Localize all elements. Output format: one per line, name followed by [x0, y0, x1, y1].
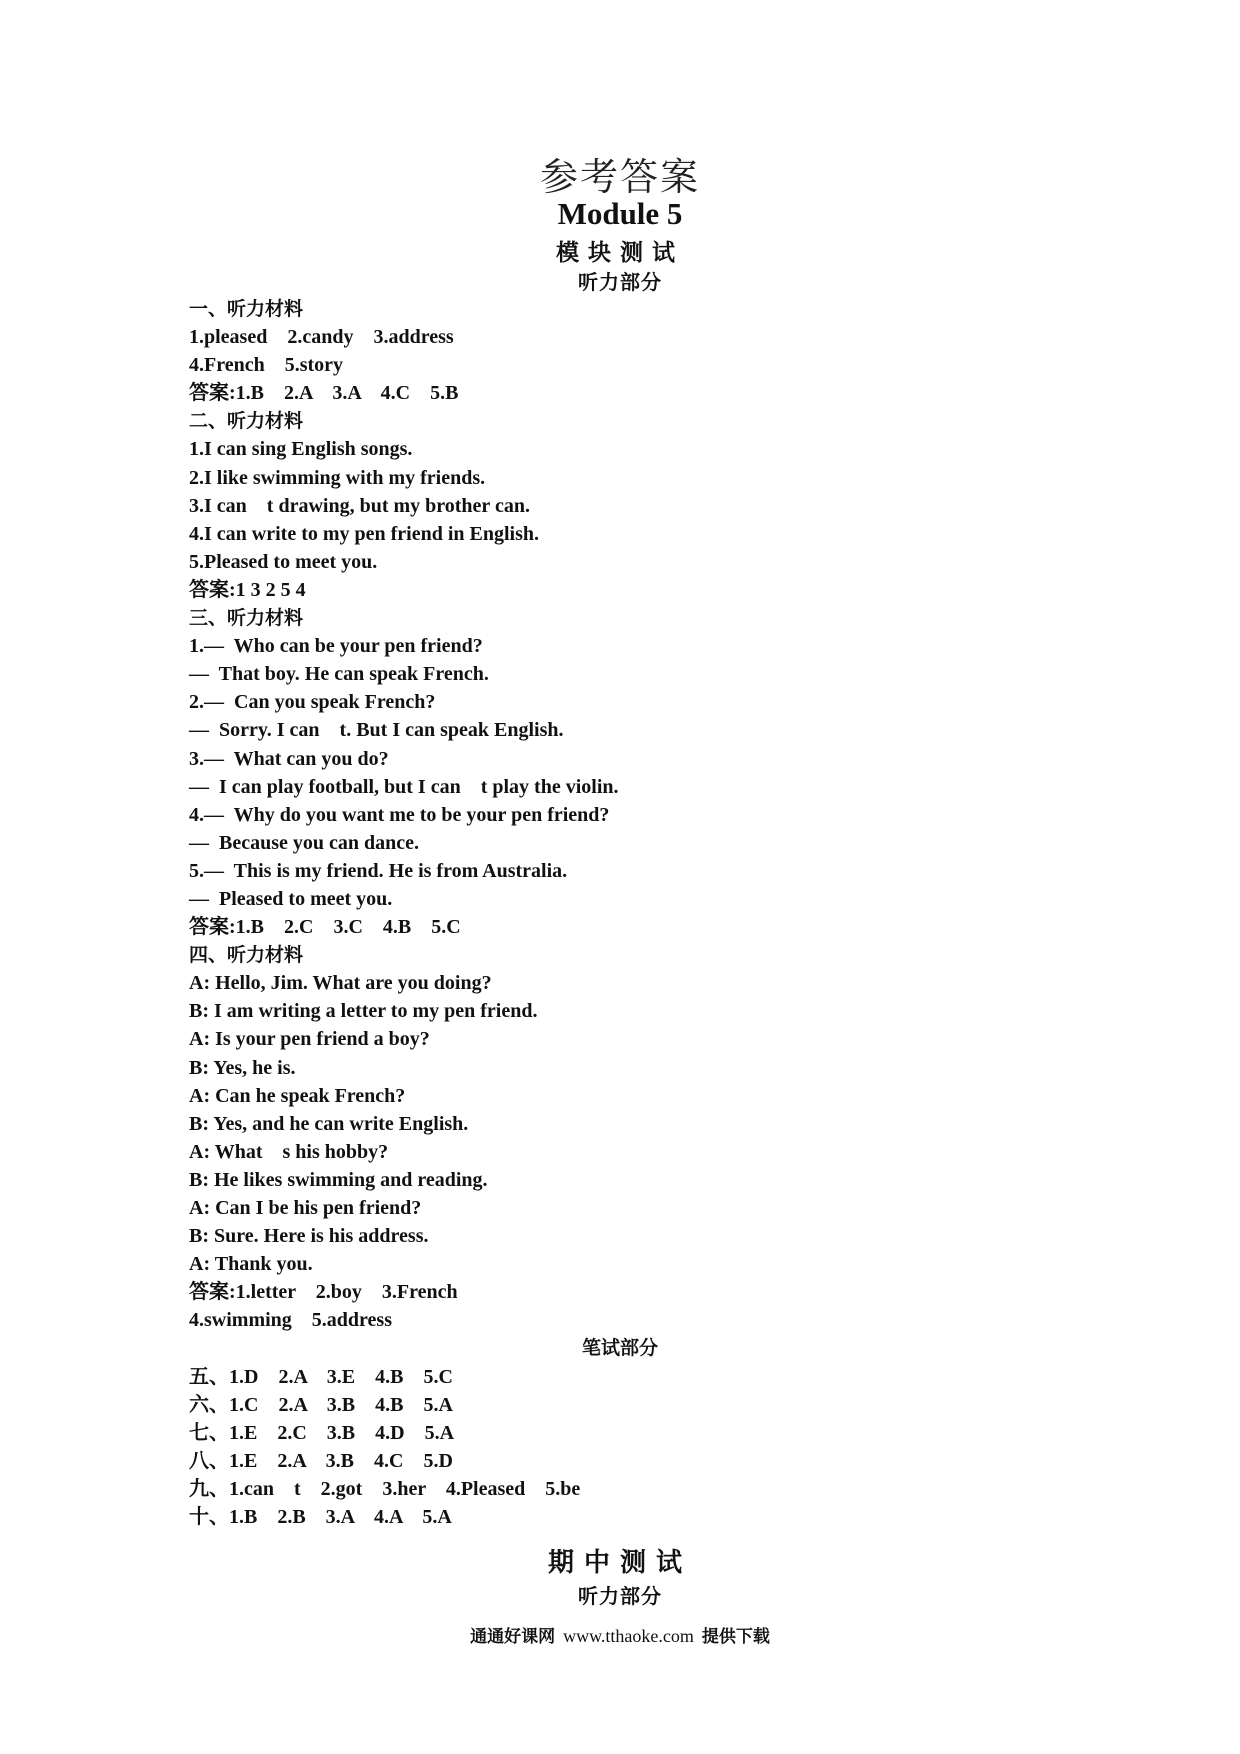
answer-line: — I can play football, but I can t play the violin.	[189, 775, 619, 798]
answer-line: — Sorry. I can t. But I can speak English.	[189, 719, 564, 742]
answer-line: 4.French 5.story	[189, 354, 344, 377]
answer-line: — Because you can dance.	[189, 831, 419, 854]
answer-line: 1.pleased 2.candy 3.address	[189, 326, 454, 349]
answer-line: 3.— What can you do?	[189, 747, 389, 770]
answer-line: 答案:1.letter 2.boy 3.French	[189, 1281, 458, 1304]
answer-line: 5.— This is my friend. He is from Australia.	[189, 859, 568, 882]
module-title: Module 5	[557, 196, 683, 231]
answer-line: 5.Pleased to meet you.	[189, 550, 378, 573]
answer-line: B: I am writing a letter to my pen friend.	[189, 1000, 538, 1023]
answer-line: 2.I like swimming with my friends.	[189, 466, 486, 489]
page-title: 参考答案	[539, 155, 700, 199]
answer-line: 答案:1 3 2 5 4	[189, 578, 306, 601]
answer-line: 七、1.E 2.C 3.B 4.D 5.A	[189, 1421, 455, 1444]
answer-line: 答案:1.B 2.A 3.A 4.C 5.B	[189, 382, 459, 405]
answer-line: B: Sure. Here is his address.	[189, 1225, 429, 1248]
answer-line: A: What s his hobby?	[189, 1140, 389, 1163]
answer-line: 2.— Can you speak French?	[189, 691, 436, 714]
answer-line: 十、1.B 2.B 3.A 4.A 5.A	[189, 1506, 452, 1529]
section-heading: 二、听力材料	[189, 410, 304, 433]
answer-line: — Pleased to meet you.	[189, 887, 393, 910]
answer-line: — That boy. He can speak French.	[189, 663, 489, 686]
answer-line: 4.swimming 5.address	[189, 1309, 392, 1332]
section-heading: 一、听力材料	[189, 298, 304, 320]
answer-line: 答案:1.B 2.C 3.C 4.B 5.C	[189, 916, 461, 939]
footer-site-name: 通通好课网	[470, 1627, 556, 1647]
listening-section-heading: 听力部分	[578, 270, 662, 294]
answer-line: B: Yes, he is.	[189, 1056, 296, 1079]
answer-line: 1.I can sing English songs.	[189, 438, 413, 461]
answer-line: 八、1.E 2.A 3.B 4.C 5.D	[189, 1449, 453, 1472]
answer-line: A: Hello, Jim. What are you doing?	[189, 972, 492, 995]
answer-line: 3.I can t drawing, but my brother can.	[189, 494, 530, 517]
written-section-heading: 笔试部分	[581, 1337, 658, 1360]
answer-line: 九、1.can t 2.got 3.her 4.Pleased 5.be	[189, 1477, 581, 1500]
answer-line: 1.— Who can be your pen friend?	[189, 635, 483, 658]
answer-line: 4.— Why do you want me to be your pen friend?	[189, 803, 610, 826]
module-test-heading: 模块测试	[556, 239, 684, 266]
answer-line: B: He likes swimming and reading.	[189, 1168, 488, 1191]
answer-line: A: Can I be his pen friend?	[189, 1197, 422, 1219]
answer-line: 六、1.C 2.A 3.B 4.B 5.A	[189, 1393, 453, 1416]
answer-line: 五、1.D 2.A 3.E 4.B 5.C	[189, 1365, 453, 1388]
footer-download-text: 提供下载	[701, 1627, 770, 1647]
answer-line: A: Is your pen friend a boy?	[189, 1028, 430, 1051]
footer-url: www.tthaoke.com	[563, 1626, 694, 1646]
section-heading: 四、听力材料	[189, 944, 304, 967]
midterm-heading: 期中测试	[547, 1548, 692, 1578]
answer-lines	[189, 295, 1089, 1531]
page-footer	[0, 1622, 1240, 1647]
answer-line: A: Can he speak French?	[189, 1084, 406, 1107]
answer-line: 4.I can write to my pen friend in English.	[189, 522, 540, 545]
answer-line: B: Yes, and he can write English.	[189, 1112, 469, 1135]
section-heading: 三、听力材料	[189, 607, 304, 630]
midterm-listening-heading: 听力部分	[578, 1584, 662, 1608]
answer-line: A: Thank you.	[189, 1253, 313, 1276]
